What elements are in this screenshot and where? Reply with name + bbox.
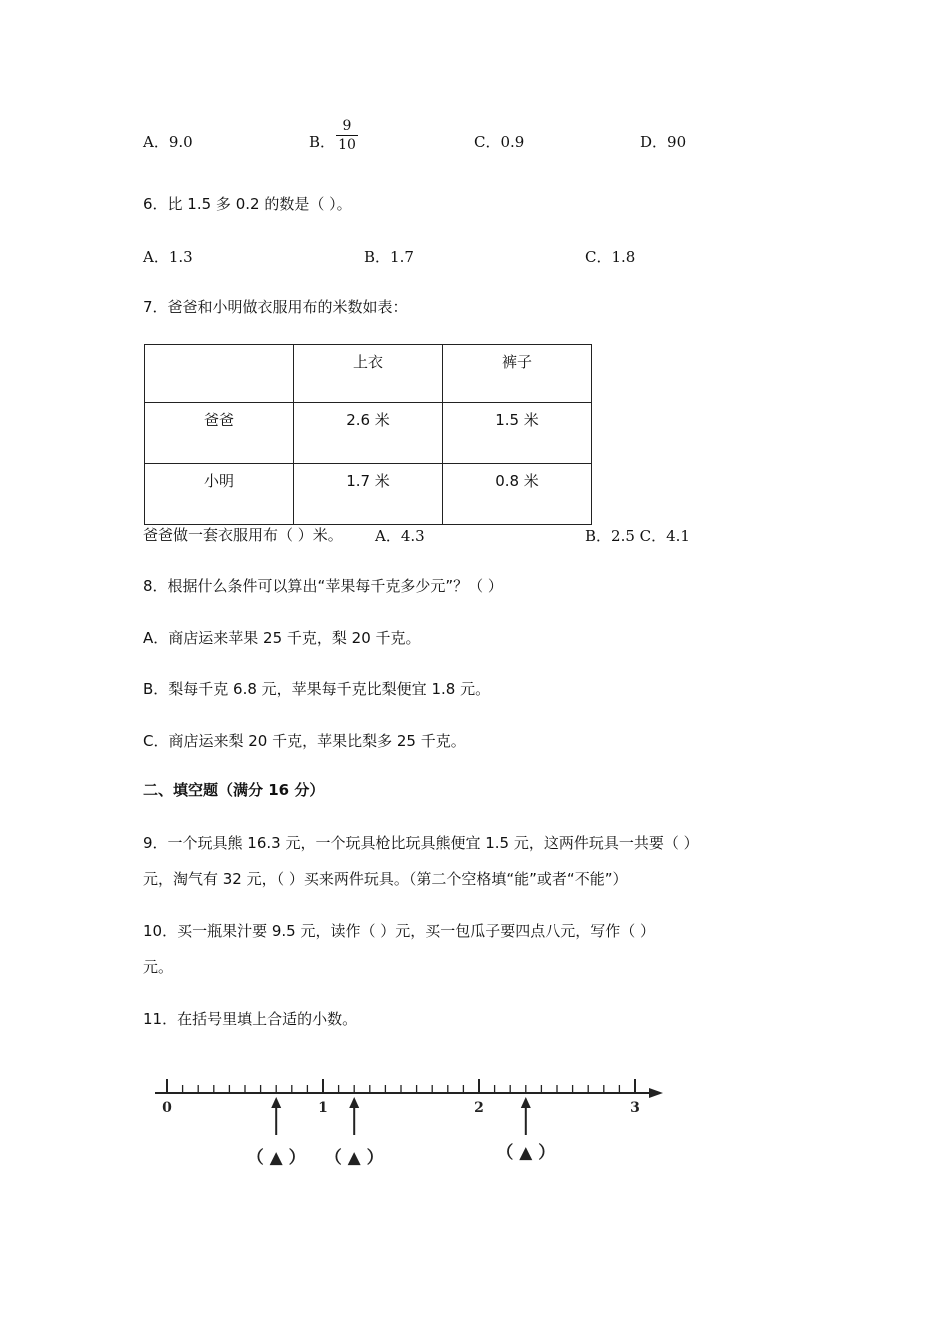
tick-label: 1 [318, 1100, 328, 1116]
q6-question: 6．比 1.5 多 0.2 的数是（ ）。 [143, 195, 352, 213]
position-marker [247, 1097, 306, 1168]
axis-arrowhead [649, 1088, 663, 1098]
tick-label: 0 [162, 1100, 172, 1116]
q8-question: 8．根据什么条件可以算出“苹果每千克多少元”？（ ） [143, 577, 503, 595]
section-2-heading: 二、填空题（满分 16 分） [143, 781, 325, 799]
q7-option-a: A．4.3 [375, 527, 425, 545]
answer-blank: （ ▲ ） [324, 1148, 384, 1168]
table-header-cell [145, 345, 294, 403]
q8-option-c: C．商店运来梨 20 千克，苹果比梨多 25 千克。 [143, 732, 466, 750]
q7-followup: 爸爸做一套衣服用布（ ）米。 [143, 526, 343, 544]
answer-blank: （ ▲ ） [246, 1148, 306, 1168]
number-line [140, 1065, 680, 1175]
tick-label: 2 [474, 1100, 484, 1116]
position-marker [325, 1097, 384, 1168]
q8-option-a: A．商店运来苹果 25 千克，梨 20 千克。 [143, 629, 421, 647]
table-header-cell: 裤子 [443, 345, 592, 403]
table-cell: 1.5 米 [443, 403, 592, 464]
q8-option-b: B．梨每千克 6.8 元，苹果每千克比梨便宜 1.8 元。 [143, 680, 491, 698]
q5-option-a: A．9.0 [143, 133, 193, 151]
position-marker [496, 1097, 555, 1163]
q7-question: 7．爸爸和小明做衣服用布的米数如表： [143, 298, 408, 316]
fraction-denominator: 10 [338, 137, 356, 153]
table-row [145, 464, 592, 525]
q6-option-b: B．1.7 [364, 248, 414, 266]
table-cell: 爸爸 [145, 403, 294, 464]
q10-line-2: 元。 [143, 958, 174, 976]
number-line-ticks [167, 1079, 635, 1093]
table-cell: 0.8 米 [443, 464, 592, 525]
answer-blank: （ ▲ ） [496, 1143, 556, 1163]
up-arrow-icon [271, 1097, 281, 1108]
q9-line-1: 9．一个玩具熊 16.3 元，一个玩具枪比玩具熊便宜 1.5 元，这两件玩具一共要（ ） [143, 834, 699, 852]
q5-option-b-prefix: B． [309, 133, 336, 151]
q7-option-bc: B．2.5 C．4.1 [585, 527, 690, 545]
up-arrow-icon [349, 1097, 359, 1108]
tick-label: 3 [630, 1100, 640, 1116]
table-header-cell: 上衣 [294, 345, 443, 403]
q10-line-1: 10．买一瓶果汁要 9.5 元，读作（ ）元，买一包瓜子要四点八元，写作（ ） [143, 922, 656, 940]
number-line-labels [162, 1100, 640, 1116]
table-cell: 小明 [145, 464, 294, 525]
fraction-bar [336, 135, 358, 136]
number-line-markers [247, 1097, 556, 1168]
q11-question: 11．在括号里填上合适的小数。 [143, 1010, 358, 1028]
q5-option-c: C．0.9 [474, 133, 525, 151]
table-cell: 1.7 米 [294, 464, 443, 525]
number-line-axis [155, 1088, 663, 1098]
up-arrow-icon [521, 1097, 531, 1108]
q5-option-b-fraction [336, 118, 358, 153]
table-cell: 2.6 米 [294, 403, 443, 464]
q6-option-a: A．1.3 [143, 248, 193, 266]
cloth-table [144, 344, 592, 525]
fraction-numerator: 9 [342, 118, 352, 134]
q9-line-2: 元，淘气有 32 元，（ ）买来两件玩具。（第二个空格填“能”或者“不能”） [143, 870, 628, 888]
q6-option-c: C．1.8 [585, 248, 636, 266]
table-row [145, 403, 592, 464]
table-header-row [145, 345, 592, 403]
q5-option-d: D．90 [640, 133, 687, 151]
